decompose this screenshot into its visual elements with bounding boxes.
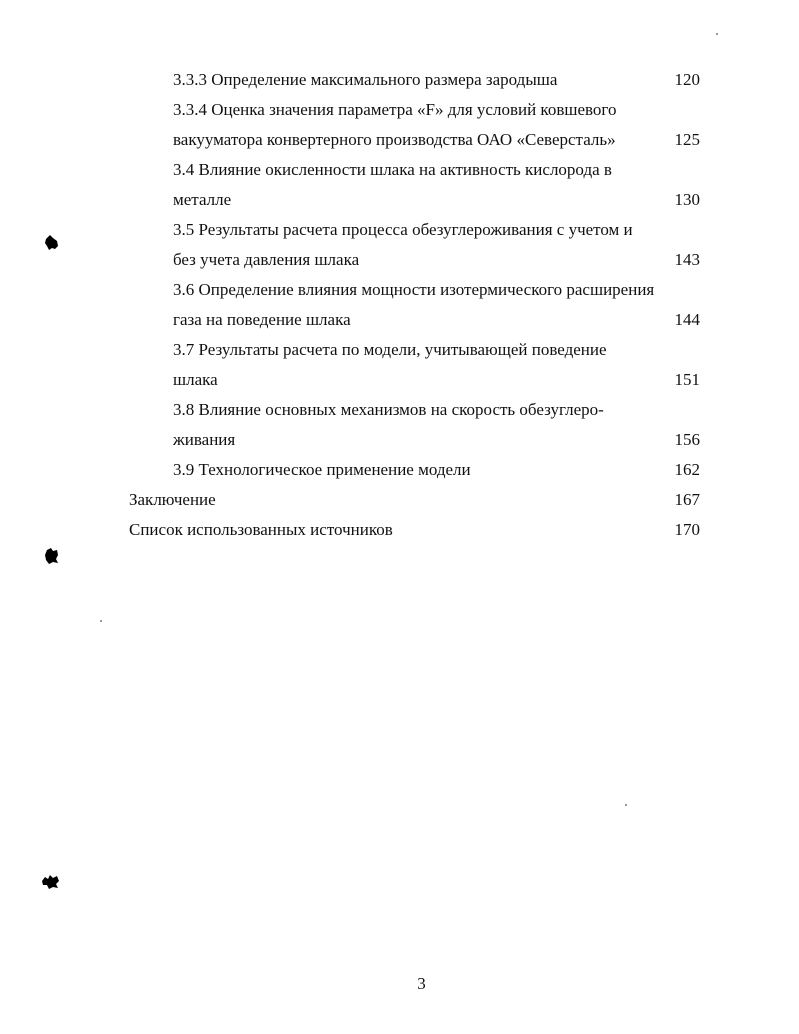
toc-entry-text: 3.6 Определение влияния мощности изотермического расширения bbox=[173, 280, 655, 299]
toc-entry bbox=[0, 485, 799, 515]
scan-speck bbox=[100, 620, 102, 622]
toc-entry-text: вакууматора конвертерного производства ОАО «Северсталь» bbox=[173, 130, 616, 149]
scan-speck bbox=[716, 33, 718, 35]
toc-entry-text: 3.7 Результаты расчета по модели, учитывающей поведение bbox=[173, 340, 607, 359]
page-number: 3 bbox=[417, 974, 426, 993]
scan-blot-icon bbox=[44, 547, 60, 563]
toc-entry-text: без учета давления шлака bbox=[173, 250, 360, 269]
scan-blot-icon bbox=[44, 233, 60, 249]
toc-entry-page: 167 bbox=[674, 490, 700, 509]
toc-entry-page: 143 bbox=[674, 250, 700, 269]
table-of-contents bbox=[0, 65, 799, 545]
toc-entry-text: 3.4 Влияние окисленности шлака на активность кислорода в bbox=[173, 160, 612, 179]
toc-entry-text: шлака bbox=[173, 370, 218, 389]
toc-entry bbox=[0, 155, 799, 185]
toc-entry bbox=[0, 95, 799, 125]
toc-entry-text: 3.3.4 Оценка значения параметра «F» для условий ковшевого bbox=[173, 100, 617, 119]
toc-entry-text: 3.3.3 Определение максимального размера зародыша bbox=[173, 70, 558, 89]
toc-entry-continuation bbox=[0, 305, 799, 335]
toc-entry-page: 120 bbox=[674, 70, 700, 89]
toc-entry-continuation bbox=[0, 425, 799, 455]
toc-entry bbox=[0, 395, 799, 425]
toc-entry-continuation bbox=[0, 365, 799, 395]
toc-entry-page: 162 bbox=[674, 460, 700, 479]
toc-entry bbox=[0, 215, 799, 245]
toc-entry bbox=[0, 455, 799, 485]
toc-entry-continuation bbox=[0, 185, 799, 215]
toc-entry bbox=[0, 515, 799, 545]
toc-entry-text: металле bbox=[173, 190, 232, 209]
toc-entry-page: 156 bbox=[674, 430, 700, 449]
toc-entry-text: 3.9 Технологическое применение модели bbox=[173, 460, 471, 479]
toc-entry-page: 151 bbox=[674, 370, 700, 389]
toc-entry-page: 144 bbox=[674, 310, 700, 329]
toc-entry bbox=[0, 275, 799, 305]
toc-entry-page: 170 bbox=[674, 520, 700, 539]
toc-entry bbox=[0, 335, 799, 365]
scan-blot-icon bbox=[41, 873, 57, 889]
toc-entry-text: Список использованных источников bbox=[129, 520, 393, 539]
toc-entry-page: 125 bbox=[674, 130, 700, 149]
toc-entry-text: живания bbox=[173, 430, 236, 449]
toc-entry-text: газа на поведение шлака bbox=[173, 310, 351, 329]
toc-entry-text: 3.8 Влияние основных механизмов на скорость обезуглеро- bbox=[173, 400, 604, 419]
toc-entry-text: 3.5 Результаты расчета процесса обезуглероживания с учетом и bbox=[173, 220, 633, 239]
scan-speck bbox=[625, 804, 627, 806]
toc-entry-text: Заключение bbox=[129, 490, 216, 509]
toc-entry-continuation bbox=[0, 245, 799, 275]
toc-entry-page: 130 bbox=[674, 190, 700, 209]
toc-entry-continuation bbox=[0, 125, 799, 155]
toc-entry bbox=[0, 65, 799, 95]
